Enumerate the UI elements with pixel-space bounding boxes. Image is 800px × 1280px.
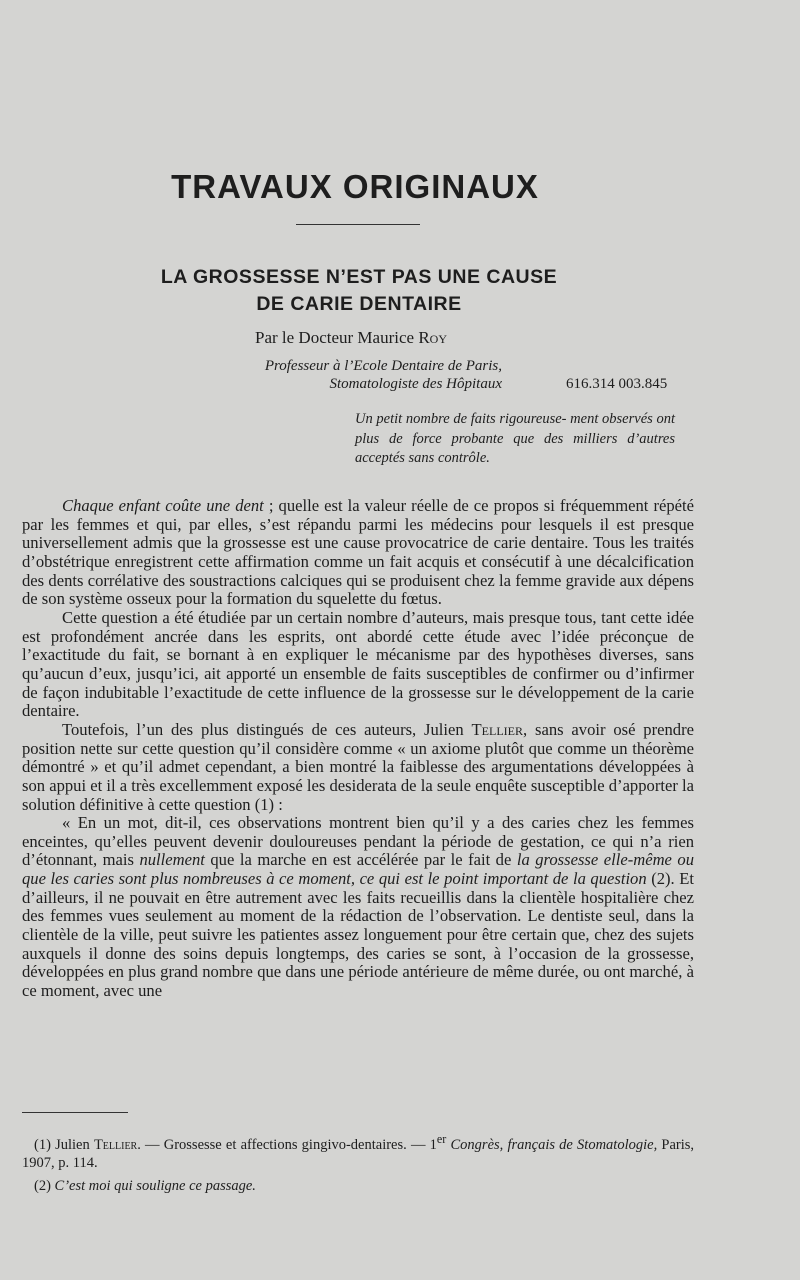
byline xyxy=(0,328,702,348)
paragraph-3-text-b: , sans avoir osé prendre position nette sur cette question qu’il considère comme « un axiome plutôt que comme un théorème démontré » et qu’il admet cependant, a bien montré la faiblesse des argumentations développées à son appui et il a très excellemment exposé les desiderata de la seule enquête susceptible d’apporter la solution définitive à cette question (1) : xyxy=(22,719,694,814)
paragraph-4-italic-1: nullement xyxy=(139,850,205,870)
byline-prefix: Par le Docteur Maurice xyxy=(255,328,419,347)
footnote-1 xyxy=(22,1130,694,1173)
section-title: TRAVAUX ORIGINAUX xyxy=(171,168,539,205)
footnotes xyxy=(22,1130,694,1199)
paragraph-3-author: Tellier xyxy=(471,719,523,739)
article-title-line1: LA GROSSESSE N’EST PAS UNE CAUSE xyxy=(160,266,558,288)
affiliation-line1: Professeur à l’Ecole Dentaire de Paris, xyxy=(264,358,502,374)
paragraph-1 xyxy=(22,497,694,609)
article-title xyxy=(0,264,718,318)
footnote-2 xyxy=(22,1177,694,1196)
paragraph-1-italic: Chaque enfant coûte une dent xyxy=(62,496,264,515)
footnote-1-author: Tellier xyxy=(93,1136,138,1153)
footnote-1-a: (1) Julien xyxy=(34,1136,94,1153)
footnote-divider xyxy=(22,1112,128,1113)
paragraph-4-text-c: (2). Et d’ailleurs, il ne pouvait en être autrement avec les faits recueillis dans la clientèle hospitalière chez des femmes vues seulement au moment de la rédaction de l’observation. Le dentiste seul, dans la clientèle de la ville, peut suivre les patientes assez longuement pour être certain que, chez des sujets auxquels il donne des soins depuis longtemps, des caries se sont, à l’occasion de la grossesse, développées en plus grand nombre que dans une période antérieure de même durée, ou ont marché, à ce moment, avec une xyxy=(22,869,694,1001)
epigraph-text: Un petit nombre de faits rigoureuse- ment observés ont plus de force probante que des milliers d’autres acceptés sans contrôle. xyxy=(355,411,675,466)
paragraph-3-text-a: Toutefois, l’un des plus distingués de ces auteurs, Julien xyxy=(62,719,472,739)
paragraph-2: Cette question a été étudiée par un certain nombre d’auteurs, mais presque tous, tant cette idée est profondément ancrée dans les esprits, ont abordé cette étude avec l’idée préconçue de l’exactitude du fait, se bornant à en expliquer le mécanisme par des hypothèses diverses, sans qu’aucun d’eux, jusqu’ici, ait apporté un ensemble de faits susceptibles de confirmer ou d’infirmer de façon indubitable l’exactitude de cette influence de la grossesse sur le développement de la carie dentaire. xyxy=(22,607,694,721)
paragraph-4-text-b: que la marche en est accélérée par le fait de xyxy=(204,850,517,870)
paragraph-4-text-a: « En un mot, dit-il, ces observations montrent bien qu’il y a des caries chez les femmes enceintes, qu’elles peuvent devenir douloureuses pendant la période de gestation, ce qui n’a rien d’étonnant, mais xyxy=(22,813,694,870)
paragraph-1-text: ; quelle est la valeur réelle de ce propos si fréquemment répété par les femmes et qui, par elles, s’est répandu parmi les médecins pour lesquels il est presque universellement admis que la grossesse est une cause provocatrice de carie dentaire. Tous les traités d’obstétrique enregistrent cette affirmation comme un fait acquis et consécutif à une décalcification des dents corrélative des soustractions calciques qui se produisent chez la femme gravide aux dépens de son système osseux pour la formation du squelette du fœtus. xyxy=(22,496,694,609)
author-name: Roy xyxy=(418,328,447,347)
footnote-1-sup: er xyxy=(436,1132,447,1146)
footnote-2-text: C’est moi qui souligne ce passage. xyxy=(54,1177,256,1194)
footnote-1-italic: Congrès, français de Stomatologie, xyxy=(450,1136,658,1153)
paragraph-3 xyxy=(22,721,694,814)
footnote-2-num: (2) xyxy=(34,1177,55,1194)
footnote-1-d: Paris, 1907, p. 114. xyxy=(22,1136,695,1172)
title-divider xyxy=(296,224,420,225)
article-title-line2: DE CARIE DENTAIRE xyxy=(256,293,462,315)
paragraph-4 xyxy=(22,814,694,1001)
classification-code: 616.314 003.845 xyxy=(566,376,668,392)
paragraph-4-italic-2: la grossesse elle-même ou que les caries sont plus nombreuses à ce moment, ce qui est le point important de la question xyxy=(22,850,695,889)
footnote-1-b: . — Grossesse et affections gingivo-dentaires. — 1 xyxy=(137,1136,437,1153)
article-body xyxy=(22,497,694,1001)
epigraph xyxy=(355,410,675,469)
affiliation-line2: Stomatologiste des Hôpitaux xyxy=(329,376,502,392)
